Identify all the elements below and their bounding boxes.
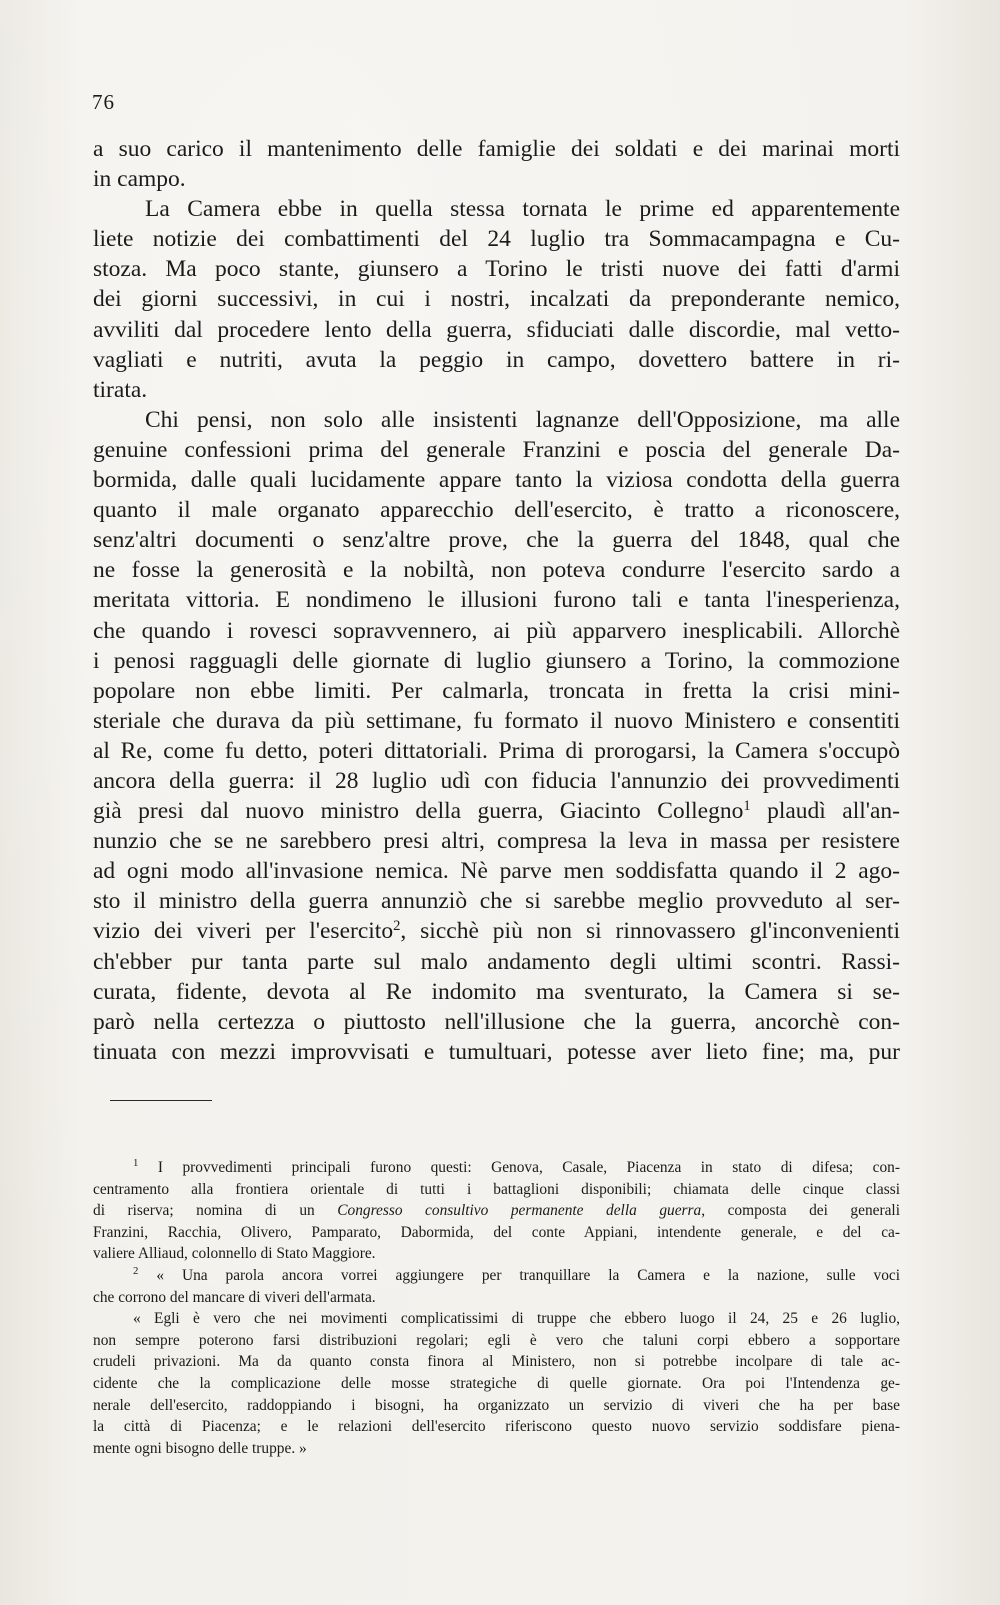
- footnote-2-line: non sempre poterono farsi distribuzioni regolari; egli è vero che taluni corpi ebbero a sopportare: [93, 1331, 900, 1349]
- text-line: i penosi ragguagli delle giornate di luglio giunsero a Torino, la commozione: [93, 647, 900, 674]
- italic-title: Congresso consultivo permanente della guerra: [337, 1202, 702, 1220]
- footnote-2-line: cidente che la complicazione delle mosse strategiche di quelle giornate. Ora poi l'Intendenza ge-: [93, 1374, 900, 1392]
- footnote-1-line: centramento alla frontiera orientale di tutti i battaglioni disponibili; chiamata delle cinque classi: [93, 1180, 900, 1198]
- footnote-divider: [110, 1100, 212, 1101]
- text-fragment: , composta dei generali: [701, 1202, 900, 1220]
- main-text: [93, 134, 900, 1067]
- footnote-2-line: nerale dell'esercito, raddoppiando i bisogni, ha organizzato un servizio di viveri che ha per base: [93, 1396, 900, 1414]
- text-line: stoza. Ma poco stante, giunsero a Torino le tristi nuove dei fatti d'armi: [93, 256, 900, 283]
- footnote-ref-2[interactable]: 2: [393, 918, 401, 935]
- text-fragment: vizio dei viveri per l'esercito: [93, 918, 394, 945]
- text-line: quanto il male organato apparecchio dell'esercito, è tratto a riconoscere,: [93, 497, 900, 524]
- text-line: sto il ministro della guerra annunziò che si sarebbe meglio provveduto al ser-: [93, 888, 900, 915]
- text-line: meritata vittoria. E nondimeno le illusioni furono tali e tanta l'inesperienza,: [93, 587, 900, 614]
- text-line: genuine confessioni prima del generale Franzini e poscia del generale Da-: [93, 436, 900, 463]
- text-line: steriale che durava da più settimane, fu formato il nuovo Ministero e consentiti: [93, 707, 900, 734]
- text-line: a suo carico il mantenimento delle famiglie dei soldati e dei marinai morti: [93, 136, 900, 162]
- text-line: parò nella certezza o piuttosto nell'illusione che la guerra, ancorchè con-: [93, 1008, 900, 1035]
- text-fragment: di riserva; nomina di un: [93, 1202, 338, 1220]
- text-line: [93, 916, 900, 946]
- text-line: Chi pensi, non solo alle insistenti lagnanze dell'Opposizione, ma alle: [145, 406, 900, 433]
- footnote-1-line: [93, 1157, 900, 1179]
- text-line: che quando i rovesci sopravvennero, ai più apparvero inesplicabili. Allorchè: [93, 617, 900, 644]
- footnote-marker-1: 1: [133, 1157, 139, 1170]
- footnote-2-line: crudeli privazioni. Ma da quanto consta finora al Ministero, non si potrebbe incolpare di tale ac-: [93, 1353, 900, 1371]
- text-line: tinuata con mezzi improvvisati e tumultuari, potesse aver lieto fine; ma, pur: [93, 1038, 900, 1065]
- text-line: [93, 796, 900, 826]
- text-line: ne fosse la generosità e la nobiltà, non poteva condurre l'esercito sardo a: [93, 557, 900, 584]
- text-line: ad ogni modo all'invasione nemica. Nè parve men soddisfatta quando il 2 ago-: [93, 858, 900, 885]
- footnote-2-line: [93, 1265, 900, 1287]
- text-line: nunzio che se ne sarebbero presi altri, compresa la leva in massa per resistere: [93, 828, 900, 855]
- footnote-1-line: Franzini, Racchia, Olivero, Pamparato, Dabormida, del conte Appiani, intendente generale, e del ca-: [93, 1223, 900, 1241]
- text-line: curata, fidente, devota al Re indomito ma sventurato, la Camera si se-: [93, 978, 900, 1005]
- footnote-2-line: mente ogni bisogno delle truppe. »: [93, 1439, 307, 1457]
- footnote-2-line: « Egli è vero che nei movimenti complicatissimi di truppe che ebbero luogo il 24, 25 e 26 luglio,: [133, 1310, 900, 1328]
- text-fragment: « Una parola ancora vorrei aggiungere per tranquillare la Camera e la nazione, sulle voci: [156, 1266, 900, 1284]
- footnote-2-line: che corrono del mancare di viveri dell'armata.: [93, 1288, 376, 1306]
- text-fragment: I provvedimenti principali furono questi: Genova, Casale, Piacenza in stato di difesa; con-: [157, 1159, 900, 1176]
- text-line: ch'ebber pur tanta parte sul malo andamento degli ultimi scontri. Rassi-: [93, 948, 900, 975]
- text-line: liete notizie dei combattimenti del 24 luglio tra Sommacampagna e Cu-: [93, 226, 900, 253]
- text-line: senz'altri documenti o senz'altre prove, che la guerra del 1848, qual che: [93, 527, 900, 554]
- footnote-2-line: la città di Piacenza; e le relazioni dell'esercito riferiscono questo nuovo servizio soddisfare piena-: [93, 1418, 900, 1436]
- text-fragment: già presi dal nuovo ministro della guerra, Giacinto Collegno: [93, 798, 744, 825]
- footnote-1-line: [93, 1200, 900, 1222]
- footnote-1-line: valiere Alliaud, colonnello di Stato Maggiore.: [93, 1245, 376, 1263]
- footnote-ref-1[interactable]: 1: [743, 798, 751, 815]
- text-line: La Camera ebbe in quella stessa tornata le prime ed apparentemente: [145, 196, 900, 223]
- text-fragment: , sicchè più non si rinnovassero gl'inconvenienti: [400, 918, 900, 945]
- text-line: dei giorni successivi, in cui i nostri, incalzati da preponderante nemico,: [93, 286, 900, 313]
- footnote-marker-2: 2: [133, 1265, 139, 1278]
- text-fragment: plaudì all'an-: [750, 798, 901, 825]
- text-line: al Re, come fu detto, poteri dittatoriali. Prima di prorogarsi, la Camera s'occupò: [93, 737, 900, 764]
- footnotes: [93, 1157, 900, 1459]
- page-number: 76: [92, 90, 115, 114]
- text-line: in campo.: [93, 166, 186, 193]
- text-line: tirata.: [93, 376, 148, 403]
- text-line: popolare non ebbe limiti. Per calmarla, troncata in fretta la crisi mini-: [93, 677, 900, 704]
- text-line: avviliti dal procedere lento della guerra, sfiduciati dalle discordie, mal vetto-: [93, 316, 900, 343]
- text-line: ancora della guerra: il 28 luglio udì con fiducia l'annunzio dei provvedimenti: [93, 767, 900, 794]
- text-line: bormida, dalle quali lucidamente appare tanto la viziosa condotta della guerra: [93, 467, 900, 494]
- text-line: vagliati e nutriti, avuta la peggio in campo, dovettero battere in ri-: [93, 346, 900, 373]
